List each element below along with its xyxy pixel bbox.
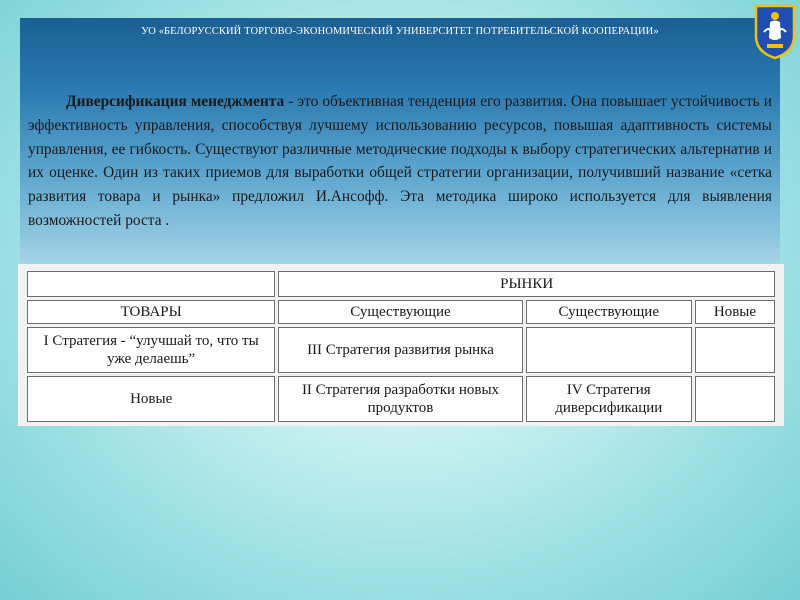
strategy-2-cell: II Стратегия разработки новых продуктов (278, 376, 522, 422)
table-row (27, 300, 775, 324)
table-row (27, 376, 775, 422)
university-emblem-icon (752, 2, 798, 60)
column-existing-2: Существующие (526, 300, 692, 324)
markets-header: РЫНКИ (278, 271, 775, 297)
column-new: Новые (695, 300, 775, 324)
empty-corner-cell (27, 271, 275, 297)
empty-cell (526, 327, 692, 373)
strategy-3-cell: III Стратегия развития рынка (278, 327, 522, 373)
empty-cell (695, 327, 775, 373)
column-existing-1: Существующие (278, 300, 522, 324)
university-title: УО «БЕЛОРУССКИЙ ТОРГОВО-ЭКОНОМИЧЕСКИЙ УНИВЕРСИТЕТ ПОТРЕБИТЕЛЬСКОЙ КООПЕРАЦИИ» (141, 26, 659, 37)
strategy-4-cell: IV Стратегия диверсификации (526, 376, 692, 422)
empty-cell (695, 376, 775, 422)
paragraph-text: - это объективная тенденция его развития. Она повышает устойчивость и эффективность управления, способствуя лучшему использованию ресурсов, повышая адаптивность системы управления, ее гибкость. Существуют различные методические подходы к выбору стратегических альтернатив и их оценке. Один из таких приемов для выработки общей стратегии организации, получивший название «сетка развития товара и рынка» предложил И.Ансофф. Эта методика широко используется для выявления возможностей роста . (28, 93, 772, 229)
ansoff-matrix (18, 264, 784, 426)
paragraph-term: Диверсификация менеджмента (66, 93, 285, 110)
ansoff-table (24, 268, 778, 425)
table-row (27, 271, 775, 297)
table-row (27, 327, 775, 373)
new-goods-label: Новые (27, 376, 275, 422)
goods-header: ТОВАРЫ (27, 300, 275, 324)
strategy-1-cell: I Стратегия - “улучшай то, что ты уже делаешь” (27, 327, 275, 373)
diversification-paragraph (28, 90, 772, 233)
